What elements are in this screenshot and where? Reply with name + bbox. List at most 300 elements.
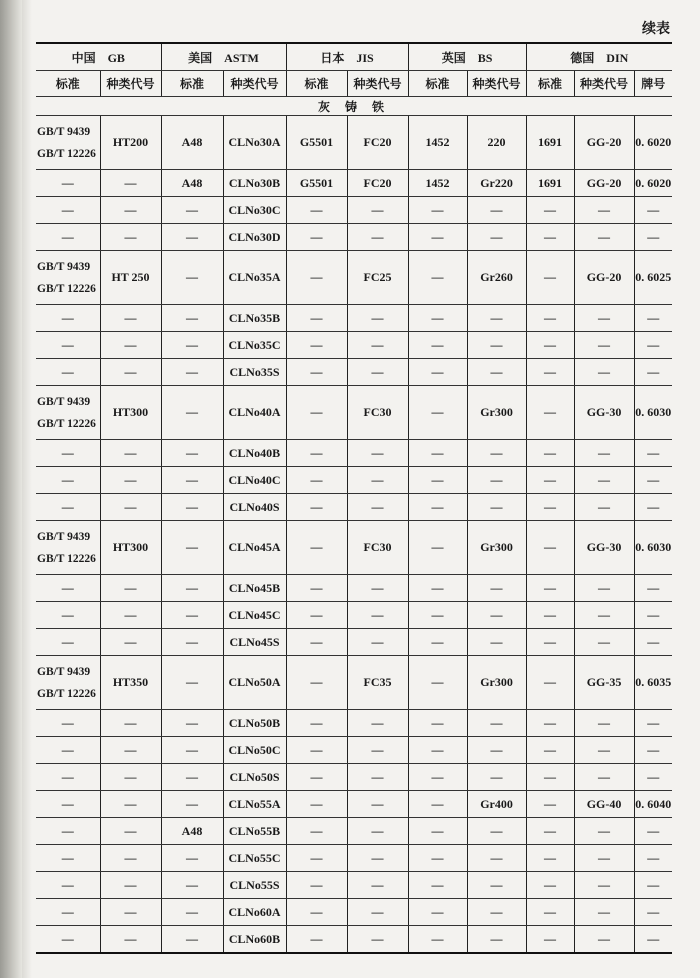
- table-cell: —: [286, 197, 347, 224]
- table-cell: 1452: [408, 116, 467, 170]
- table-cell: —: [100, 467, 161, 494]
- table-cell: FC35: [347, 656, 408, 710]
- table-cell: —: [347, 359, 408, 386]
- table-cell: —: [36, 197, 100, 224]
- table-cell: —: [467, 818, 526, 845]
- table-cell: —: [526, 575, 574, 602]
- table-cell: —: [408, 845, 467, 872]
- table-cell: —: [347, 602, 408, 629]
- table-cell: —: [286, 305, 347, 332]
- table-cell: —: [100, 818, 161, 845]
- table-cell: —: [347, 332, 408, 359]
- table-row: [36, 602, 672, 629]
- table-cell: —: [634, 494, 672, 521]
- table-cell: —: [634, 467, 672, 494]
- table-cell: Gr400: [467, 791, 526, 818]
- table-cell: —: [286, 521, 347, 575]
- table-cell: —: [526, 872, 574, 899]
- table-cell: —: [100, 791, 161, 818]
- table-cell: —: [574, 845, 634, 872]
- table-cell: —: [347, 629, 408, 656]
- table-cell: —: [36, 575, 100, 602]
- table-cell: —: [408, 791, 467, 818]
- table-cell: Gr260: [467, 251, 526, 305]
- table-cell: —: [161, 575, 223, 602]
- table-cell: —: [526, 197, 574, 224]
- table-cell: —: [286, 575, 347, 602]
- table-cell: —: [347, 791, 408, 818]
- table-cell: —: [100, 602, 161, 629]
- table-cell: —: [286, 332, 347, 359]
- table-cell: —: [347, 197, 408, 224]
- table-cell: —: [286, 710, 347, 737]
- table-cell: —: [36, 926, 100, 954]
- table-cell: CLNo55B: [223, 818, 286, 845]
- table-cell: CLNo50S: [223, 764, 286, 791]
- column-header: 标准: [36, 71, 100, 97]
- table-cell: —: [36, 791, 100, 818]
- table-row: [36, 764, 672, 791]
- table-cell: —: [408, 899, 467, 926]
- table-cell: —: [467, 359, 526, 386]
- table-cell: CLNo50A: [223, 656, 286, 710]
- section-row: [36, 97, 672, 116]
- table-cell: —: [100, 170, 161, 197]
- table-cell: CLNo50C: [223, 737, 286, 764]
- cell-line: GB/T 12226: [37, 417, 96, 430]
- table-cell: G5501: [286, 170, 347, 197]
- table-cell: —: [100, 359, 161, 386]
- column-header: 种类代号: [574, 71, 634, 97]
- table-cell: —: [408, 818, 467, 845]
- table-cell: —: [100, 899, 161, 926]
- table-cell: CLNo30B: [223, 170, 286, 197]
- page-shadow: [22, 0, 32, 978]
- table-cell: —: [286, 467, 347, 494]
- table-cell: —: [467, 899, 526, 926]
- table-cell: —: [347, 467, 408, 494]
- table-cell: —: [36, 224, 100, 251]
- table-cell: —: [286, 818, 347, 845]
- table-cell: —: [286, 737, 347, 764]
- country-header: 美国 ASTM: [161, 43, 286, 71]
- column-header: 种类代号: [223, 71, 286, 97]
- table-cell: —: [467, 224, 526, 251]
- table-cell: —: [634, 899, 672, 926]
- table-cell: —: [347, 764, 408, 791]
- table-cell: GG-20: [574, 251, 634, 305]
- table-cell: —: [286, 926, 347, 954]
- column-header: 标准: [408, 71, 467, 97]
- table-cell: —: [36, 332, 100, 359]
- table-cell: CLNo45B: [223, 575, 286, 602]
- table-cell: —: [347, 899, 408, 926]
- table-cell: —: [100, 305, 161, 332]
- table-cell: 0. 6035: [634, 656, 672, 710]
- table-cell: —: [347, 224, 408, 251]
- column-header: 种类代号: [467, 71, 526, 97]
- table-cell: —: [408, 926, 467, 954]
- table-cell: —: [161, 791, 223, 818]
- table-cell: —: [36, 710, 100, 737]
- table-cell: —: [408, 521, 467, 575]
- table-row: [36, 575, 672, 602]
- table-cell: —: [574, 467, 634, 494]
- table-cell: —: [526, 224, 574, 251]
- table-cell: —: [526, 899, 574, 926]
- country-header: 中国 GB: [36, 43, 161, 71]
- table-cell: —: [574, 575, 634, 602]
- table-cell: —: [634, 710, 672, 737]
- table-cell: A48: [161, 116, 223, 170]
- table-row: [36, 440, 672, 467]
- table-cell: —: [526, 305, 574, 332]
- table-cell: —: [36, 602, 100, 629]
- table-cell: —: [526, 251, 574, 305]
- table-cell: —: [36, 899, 100, 926]
- table-cell: —: [161, 602, 223, 629]
- table-cell: [36, 656, 100, 710]
- table-cell: —: [286, 251, 347, 305]
- table-cell: CLNo35C: [223, 332, 286, 359]
- table-cell: —: [634, 440, 672, 467]
- table-cell: —: [161, 521, 223, 575]
- table-cell: FC25: [347, 251, 408, 305]
- table-cell: HT300: [100, 386, 161, 440]
- table-row: [36, 197, 672, 224]
- table-cell: —: [286, 764, 347, 791]
- table-cell: —: [526, 791, 574, 818]
- table-cell: —: [467, 602, 526, 629]
- table-cell: —: [36, 629, 100, 656]
- table-cell: GG-35: [574, 656, 634, 710]
- table-cell: [36, 386, 100, 440]
- table-cell: —: [574, 494, 634, 521]
- table-row: [36, 710, 672, 737]
- table-cell: —: [161, 305, 223, 332]
- table-cell: —: [286, 791, 347, 818]
- table-cell: —: [634, 872, 672, 899]
- table-cell: —: [526, 845, 574, 872]
- column-header: 标准: [161, 71, 223, 97]
- table-cell: 0. 6040: [634, 791, 672, 818]
- page-binding-edge: [0, 0, 22, 978]
- table-cell: HT 250: [100, 251, 161, 305]
- table-row: [36, 521, 672, 575]
- table-row: [36, 224, 672, 251]
- table-cell: —: [100, 224, 161, 251]
- table-cell: —: [526, 386, 574, 440]
- table-cell: —: [634, 818, 672, 845]
- table-cell: —: [36, 737, 100, 764]
- table-row: [36, 359, 672, 386]
- table-cell: Gr220: [467, 170, 526, 197]
- table-cell: —: [347, 818, 408, 845]
- section-title: 灰 铸 铁: [36, 97, 672, 116]
- table-cell: —: [467, 926, 526, 954]
- table-cell: —: [286, 656, 347, 710]
- table-row: [36, 818, 672, 845]
- table-cell: —: [467, 845, 526, 872]
- cell-line: GB/T 12226: [37, 687, 96, 700]
- table-row: [36, 872, 672, 899]
- table-cell: CLNo60A: [223, 899, 286, 926]
- table-cell: —: [161, 710, 223, 737]
- column-header: 种类代号: [347, 71, 408, 97]
- table-cell: —: [286, 845, 347, 872]
- table-cell: —: [286, 440, 347, 467]
- table-cell: —: [467, 305, 526, 332]
- table-cell: —: [574, 629, 634, 656]
- table-cell: —: [467, 629, 526, 656]
- table-cell: —: [526, 332, 574, 359]
- country-header: 日本 JIS: [286, 43, 408, 71]
- table-cell: 220: [467, 116, 526, 170]
- table-cell: —: [100, 440, 161, 467]
- table-cell: —: [286, 494, 347, 521]
- table-cell: —: [408, 602, 467, 629]
- table-cell: —: [36, 872, 100, 899]
- table-cell: GG-30: [574, 521, 634, 575]
- table-cell: —: [634, 845, 672, 872]
- table-cell: —: [634, 764, 672, 791]
- table-cell: —: [161, 899, 223, 926]
- table-cell: —: [408, 386, 467, 440]
- table-cell: —: [161, 764, 223, 791]
- table-cell: GG-20: [574, 116, 634, 170]
- table-cell: —: [467, 467, 526, 494]
- table-cell: —: [574, 332, 634, 359]
- table-cell: —: [161, 251, 223, 305]
- table-cell: 0. 6030: [634, 521, 672, 575]
- table-row: [36, 737, 672, 764]
- table-cell: —: [161, 386, 223, 440]
- table-cell: —: [100, 872, 161, 899]
- table-cell: 1691: [526, 170, 574, 197]
- table-cell: —: [574, 602, 634, 629]
- table-cell: 1691: [526, 116, 574, 170]
- cell-line: GB/T 12226: [37, 552, 96, 565]
- table-cell: CLNo30A: [223, 116, 286, 170]
- table-cell: FC30: [347, 386, 408, 440]
- table-cell: FC20: [347, 170, 408, 197]
- table-cell: —: [408, 872, 467, 899]
- table-cell: —: [100, 926, 161, 954]
- table-cell: —: [408, 359, 467, 386]
- table-cell: GG-20: [574, 170, 634, 197]
- table-cell: —: [526, 494, 574, 521]
- table-row: [36, 386, 672, 440]
- table-cell: —: [161, 629, 223, 656]
- table-cell: —: [100, 494, 161, 521]
- table-cell: —: [347, 710, 408, 737]
- table-cell: —: [347, 872, 408, 899]
- table-cell: —: [526, 467, 574, 494]
- table-cell: —: [574, 737, 634, 764]
- table-cell: —: [408, 629, 467, 656]
- table-cell: FC30: [347, 521, 408, 575]
- table-cell: —: [526, 440, 574, 467]
- table-cell: GG-30: [574, 386, 634, 440]
- table-cell: CLNo50B: [223, 710, 286, 737]
- table-cell: CLNo40C: [223, 467, 286, 494]
- table-row: [36, 656, 672, 710]
- table-cell: —: [467, 440, 526, 467]
- table-cell: A48: [161, 818, 223, 845]
- continued-label: 续表: [642, 22, 670, 37]
- table-cell: CLNo30C: [223, 197, 286, 224]
- table-row: [36, 251, 672, 305]
- table-cell: —: [36, 818, 100, 845]
- table-cell: —: [526, 764, 574, 791]
- table-cell: CLNo35S: [223, 359, 286, 386]
- table-cell: —: [526, 359, 574, 386]
- country-header: 德国 DIN: [526, 43, 672, 71]
- table-cell: —: [347, 494, 408, 521]
- standards-comparison-table: [36, 42, 672, 954]
- table-row: [36, 494, 672, 521]
- table-cell: —: [286, 899, 347, 926]
- table-cell: GG-40: [574, 791, 634, 818]
- table-row: [36, 899, 672, 926]
- table-cell: —: [526, 656, 574, 710]
- table-cell: —: [36, 359, 100, 386]
- table-cell: —: [100, 332, 161, 359]
- table-row: [36, 791, 672, 818]
- table-cell: —: [408, 440, 467, 467]
- table-cell: —: [36, 440, 100, 467]
- table-cell: —: [286, 872, 347, 899]
- table-cell: —: [467, 737, 526, 764]
- table-cell: —: [161, 494, 223, 521]
- table-cell: —: [574, 710, 634, 737]
- table-cell: —: [161, 926, 223, 954]
- table-cell: —: [634, 737, 672, 764]
- table-cell: CLNo55A: [223, 791, 286, 818]
- table-cell: —: [634, 926, 672, 954]
- table-cell: —: [526, 710, 574, 737]
- table-cell: HT300: [100, 521, 161, 575]
- table-cell: —: [574, 926, 634, 954]
- table-cell: —: [161, 197, 223, 224]
- table-row: [36, 332, 672, 359]
- table-cell: —: [574, 197, 634, 224]
- table-cell: —: [408, 710, 467, 737]
- table-cell: —: [526, 629, 574, 656]
- table-cell: CLNo55S: [223, 872, 286, 899]
- table-cell: —: [408, 656, 467, 710]
- table-cell: —: [286, 602, 347, 629]
- table-cell: —: [408, 332, 467, 359]
- table-cell: A48: [161, 170, 223, 197]
- table-cell: —: [347, 440, 408, 467]
- table-cell: —: [161, 359, 223, 386]
- table-cell: —: [100, 764, 161, 791]
- table-row: [36, 467, 672, 494]
- table-cell: —: [286, 359, 347, 386]
- table-row: [36, 629, 672, 656]
- table-cell: —: [408, 197, 467, 224]
- table-cell: 0. 6025: [634, 251, 672, 305]
- table-cell: CLNo45C: [223, 602, 286, 629]
- table-cell: CLNo35A: [223, 251, 286, 305]
- table-cell: —: [467, 197, 526, 224]
- table-cell: —: [408, 467, 467, 494]
- table-cell: —: [161, 845, 223, 872]
- table-cell: Gr300: [467, 521, 526, 575]
- table-cell: —: [574, 764, 634, 791]
- cell-line: GB/T 9439: [37, 665, 91, 678]
- table-cell: Gr300: [467, 656, 526, 710]
- table-cell: —: [467, 710, 526, 737]
- table-cell: —: [408, 224, 467, 251]
- table-cell: —: [574, 440, 634, 467]
- table-cell: —: [100, 575, 161, 602]
- table-cell: —: [634, 197, 672, 224]
- cell-line: GB/T 9439: [37, 260, 91, 273]
- table-cell: —: [634, 305, 672, 332]
- table-cell: HT200: [100, 116, 161, 170]
- table-cell: —: [574, 305, 634, 332]
- table-cell: CLNo55C: [223, 845, 286, 872]
- table-cell: CLNo40S: [223, 494, 286, 521]
- table-cell: —: [408, 305, 467, 332]
- table-cell: —: [36, 764, 100, 791]
- table-cell: —: [286, 386, 347, 440]
- table-cell: —: [161, 737, 223, 764]
- table-cell: —: [526, 602, 574, 629]
- table-cell: —: [100, 845, 161, 872]
- table-cell: —: [347, 845, 408, 872]
- table-cell: —: [347, 575, 408, 602]
- table-cell: —: [467, 494, 526, 521]
- table-cell: —: [634, 332, 672, 359]
- table-cell: —: [286, 224, 347, 251]
- cell-line: GB/T 12226: [37, 147, 96, 160]
- table-cell: CLNo60B: [223, 926, 286, 954]
- column-header: 种类代号: [100, 71, 161, 97]
- column-header: 牌号: [634, 71, 672, 97]
- cell-line: GB/T 9439: [37, 395, 91, 408]
- table-cell: 1452: [408, 170, 467, 197]
- table-cell: —: [408, 737, 467, 764]
- table-cell: —: [408, 251, 467, 305]
- table-cell: 0. 6020: [634, 170, 672, 197]
- table-cell: G5501: [286, 116, 347, 170]
- table-cell: —: [36, 845, 100, 872]
- table-cell: —: [526, 818, 574, 845]
- table-cell: CLNo30D: [223, 224, 286, 251]
- table-cell: —: [467, 332, 526, 359]
- cell-line: GB/T 12226: [37, 282, 96, 295]
- table-cell: —: [574, 872, 634, 899]
- cell-line: GB/T 9439: [37, 530, 91, 543]
- table-cell: —: [526, 737, 574, 764]
- table-cell: CLNo45S: [223, 629, 286, 656]
- table-row: [36, 845, 672, 872]
- table-cell: —: [347, 737, 408, 764]
- table-cell: —: [36, 170, 100, 197]
- table-cell: —: [100, 197, 161, 224]
- table-cell: —: [408, 764, 467, 791]
- table-cell: —: [408, 494, 467, 521]
- table-cell: —: [634, 359, 672, 386]
- table-cell: —: [634, 602, 672, 629]
- table-row: [36, 305, 672, 332]
- table-cell: —: [161, 656, 223, 710]
- table-cell: CLNo40B: [223, 440, 286, 467]
- table-cell: —: [467, 575, 526, 602]
